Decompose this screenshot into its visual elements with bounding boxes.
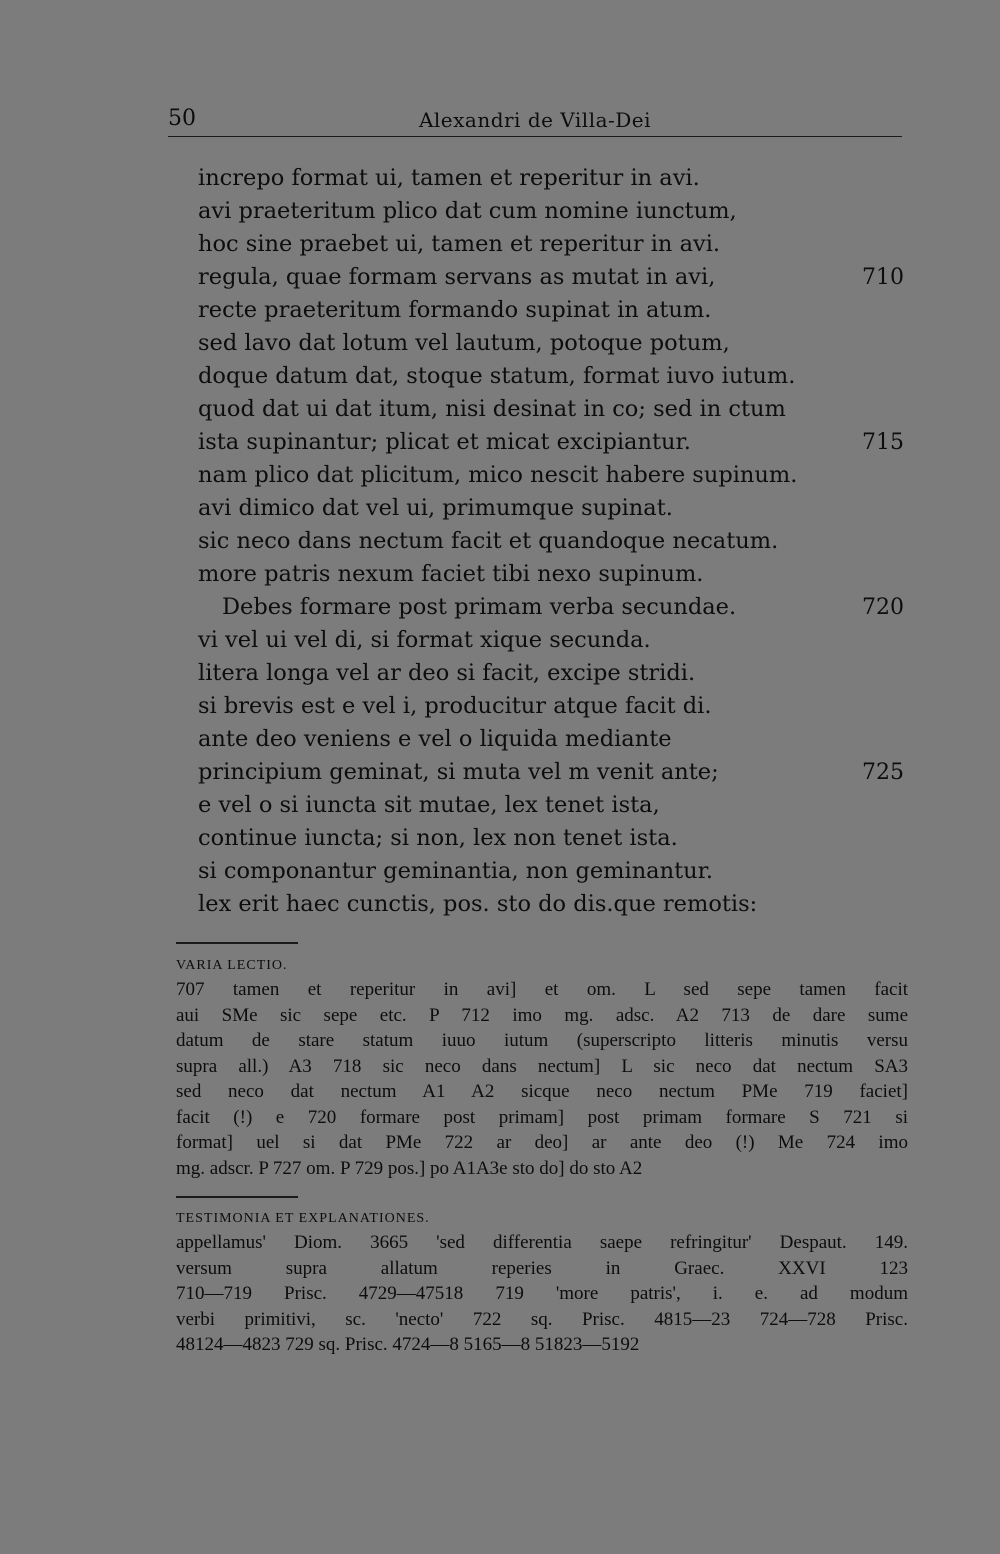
note-line: sed neco dat nectum A1 A2 sicque neco nectum PMe 719 faciet]	[176, 1081, 908, 1102]
verse-line	[198, 756, 904, 789]
verse-text: ante deo veniens e vel o liquida mediante	[198, 726, 672, 752]
verse-text: lex erit haec cunctis, pos. sto do dis.que remotis:	[198, 891, 758, 917]
note-line: datum de stare statum iuuo iutum (superscripto litteris minutis versu	[176, 1030, 908, 1051]
verse-line	[198, 624, 904, 657]
verse-text: regula, quae formam servans as mutat in avi,	[198, 264, 716, 290]
verse-text: si componantur geminantia, non geminantur.	[198, 858, 714, 884]
verse-line	[198, 558, 904, 591]
footnote-separator-1	[176, 942, 298, 944]
verse-text: ista supinantur; plicat et micat excipiantur.	[198, 429, 691, 455]
verse-text: si brevis est e vel i, producitur atque facit di.	[198, 693, 712, 719]
note-line: appellamus' Diom. 3665 'sed differentia saepe refringitur' Despaut. 149.	[176, 1232, 908, 1253]
note-line: verbi primitivi, sc. 'necto' 722 sq. Prisc. 4815—23 724—728 Prisc.	[176, 1308, 908, 1330]
verse-text: increpo format ui, tamen et reperitur in avi.	[198, 165, 700, 191]
note-line: versum supra allatum reperies in Graec. XXVI 123	[176, 1257, 908, 1279]
verse-text: more patris nexum faciet tibi nexo supinum.	[198, 561, 704, 587]
verse-line	[198, 360, 904, 393]
verse-text: hoc sine praebet ui, tamen et reperitur in avi.	[198, 231, 721, 257]
verse-line	[198, 888, 904, 921]
verse-line	[198, 261, 904, 294]
verse-line	[198, 228, 904, 261]
note-line: facit (!) e 720 formare post primam] post primam formare S 721 si	[176, 1106, 908, 1128]
note-line: 48124—4823 729 sq. Prisc. 4724—8 5165—8 51823—5192	[176, 1334, 640, 1355]
verse-line	[198, 723, 904, 756]
verse-line	[198, 492, 904, 525]
verse-line	[198, 327, 904, 360]
note-line: aui SMe sic sepe etc. P 712 imo mg. adsc. A2 713 de dare sume	[176, 1004, 908, 1026]
page-header	[168, 106, 902, 137]
verse-text: avi dimico dat vel ui, primumque supinat.	[198, 495, 673, 521]
verse-line	[198, 591, 904, 624]
line-number: 725	[862, 760, 904, 785]
verse-line	[198, 294, 904, 327]
verse-line	[198, 162, 904, 195]
verse-text: avi praeteritum plico dat cum nomine iunctum,	[198, 198, 737, 224]
verse-text: Debes formare post primam verba secundae.	[222, 594, 737, 620]
verse-line	[198, 822, 904, 855]
verse-text: principium geminat, si muta vel m venit ante;	[198, 759, 719, 785]
note-line: 710—719 Prisc. 4729—47518 719 'more patris', i. e. ad modum	[176, 1283, 908, 1304]
verse-text: sic neco dans nectum facit et quandoque necatum.	[198, 528, 779, 554]
verse-line	[198, 195, 904, 228]
verse-text: sed lavo dat lotum vel lautum, potoque potum,	[198, 330, 730, 356]
testimonia-title: TESTIMONIA ET EXPLANATIONES.	[176, 1211, 430, 1226]
verse-line	[198, 855, 904, 888]
verse-text: continue iuncta; si non, lex non tenet ista.	[198, 825, 678, 851]
running-title: Alexandri de Villa-Dei	[418, 108, 652, 132]
line-number: 720	[862, 595, 904, 620]
note-line: 707 tamen et reperitur in avi] et om. L sed sepe tamen facit	[176, 979, 908, 1000]
verse-text: recte praeteritum formando supinat in atum.	[198, 297, 712, 323]
note-line: format] uel si dat PMe 722 ar deo] ar ante deo (!) Me 724 imo	[176, 1132, 908, 1153]
verse-line	[198, 690, 904, 723]
line-number: 710	[862, 265, 904, 290]
verse-line	[198, 393, 904, 426]
verse-text: nam plico dat plicitum, mico nescit habere supinum.	[198, 462, 798, 488]
verse-line	[198, 789, 904, 822]
page-number: 50	[168, 106, 196, 131]
verse-line	[198, 657, 904, 690]
note-line: mg. adscr. P 727 om. P 729 pos.] po A1A3e sto do] do sto A2	[176, 1157, 643, 1179]
line-number: 715	[862, 430, 904, 455]
verse-line	[198, 426, 904, 459]
note-line: supra all.) A3 718 sic neco dans nectum] L sic neco dat nectum SA3	[176, 1055, 908, 1077]
verse-line	[198, 525, 904, 558]
verse-text: quod dat ui dat itum, nisi desinat in co; sed in ctum	[198, 396, 786, 422]
testimonia	[176, 1208, 908, 1358]
verse-line	[198, 459, 904, 492]
verse-text: doque datum dat, stoque statum, format iuvo iutum.	[198, 363, 796, 389]
verse-text: e vel o si iuncta sit mutae, lex tenet ista,	[198, 792, 660, 818]
verse-text: litera longa vel ar deo si facit, excipe stridi.	[198, 660, 696, 686]
verse-text: vi vel ui vel di, si format xique secunda.	[198, 627, 651, 653]
verse-block	[198, 162, 904, 921]
varia-lectio-title: VARIA LECTIO.	[176, 958, 288, 973]
footnote-separator-2	[176, 1196, 298, 1198]
varia-lectio	[176, 955, 908, 1181]
